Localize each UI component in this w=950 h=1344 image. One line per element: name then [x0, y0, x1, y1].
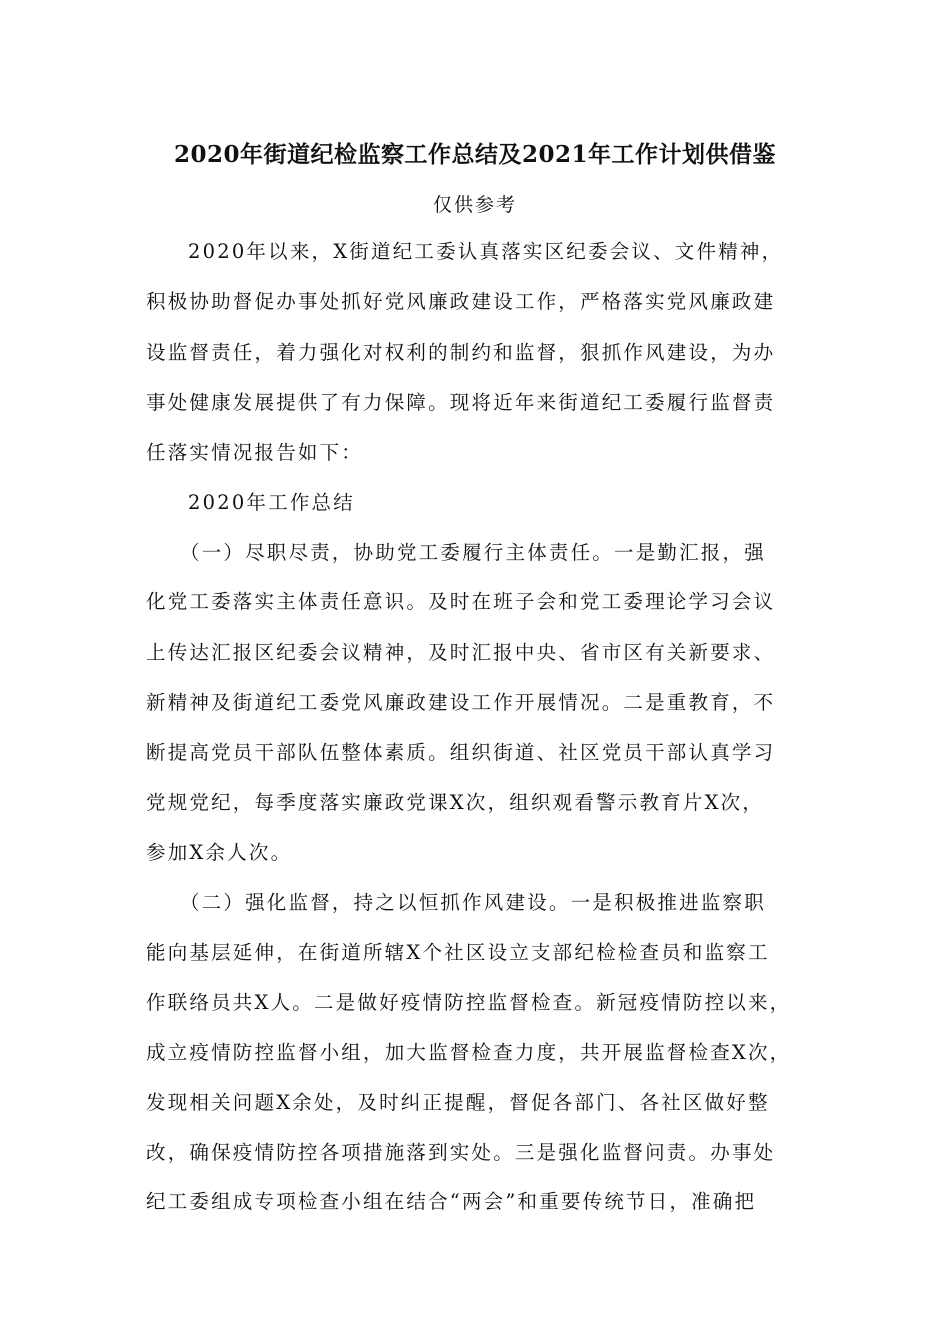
document-title: 2020年街道纪检监察工作总结及2021年工作计划供借鉴	[173, 141, 777, 168]
paragraph-line: 党规党纪，每季度落实廉政党课X次，组织观看警示教育片X次，	[146, 791, 765, 814]
section-heading: 2020年工作总结	[188, 491, 355, 514]
paragraph-line: 2020年以来，X街道纪工委认真落实区纪委会议、文件精神，	[188, 240, 784, 263]
paragraph-line: 纪工委组成专项检查小组在结合“两会”和重要传统节日，准确把	[146, 1190, 757, 1213]
paragraph-line: （二）强化监督，持之以恒抓作风建设。一是积极推进监察职	[180, 891, 766, 914]
paragraph-line: 设监督责任，着力强化对权利的制约和监督，狠抓作风建设，为办	[146, 341, 776, 364]
paragraph-line: 改，确保疫情防控各项措施落到实处。三是强化监督问责。办事处	[146, 1141, 776, 1164]
paragraph-line: （一）尽职尽责，协助党工委履行主体责任。一是勤汇报，强	[180, 541, 766, 564]
paragraph-line: 参加X余人次。	[146, 841, 293, 864]
paragraph-line: 上传达汇报区纪委会议精神，及时汇报中央、省市区有关新要求、	[146, 641, 776, 664]
paragraph-line: 作联络员共X人。二是做好疫情防控监督检查。新冠疫情防控以来，	[146, 991, 792, 1014]
paragraph-line: 化党工委落实主体责任意识。及时在班子会和党工委理论学习会议	[146, 590, 776, 613]
document-subtitle: 仅供参考	[432, 194, 517, 216]
paragraph-line: 发现相关问题X余处，及时纠正提醒，督促各部门、各社区做好整	[146, 1091, 770, 1114]
paragraph-line: 断提高党员干部队伍整体素质。组织街道、社区党员干部认真学习	[146, 741, 776, 764]
paragraph-line: 积极协助督促办事处抓好党风廉政建设工作，严格落实党风廉政建	[146, 290, 776, 313]
paragraph-line: 成立疫情防控监督小组，加大监督检查力度，共开展监督检查X次，	[146, 1041, 792, 1064]
paragraph-line: 能向基层延伸，在街道所辖X个社区设立支部纪检检查员和监察工	[146, 941, 770, 964]
paragraph-line: 事处健康发展提供了有力保障。现将近年来街道纪工委履行监督责	[146, 391, 776, 414]
paragraph-line: 任落实情况报告如下：	[146, 441, 364, 464]
paragraph-line: 新精神及街道纪工委党风廉政建设工作开展情况。二是重教育，不	[146, 691, 776, 714]
